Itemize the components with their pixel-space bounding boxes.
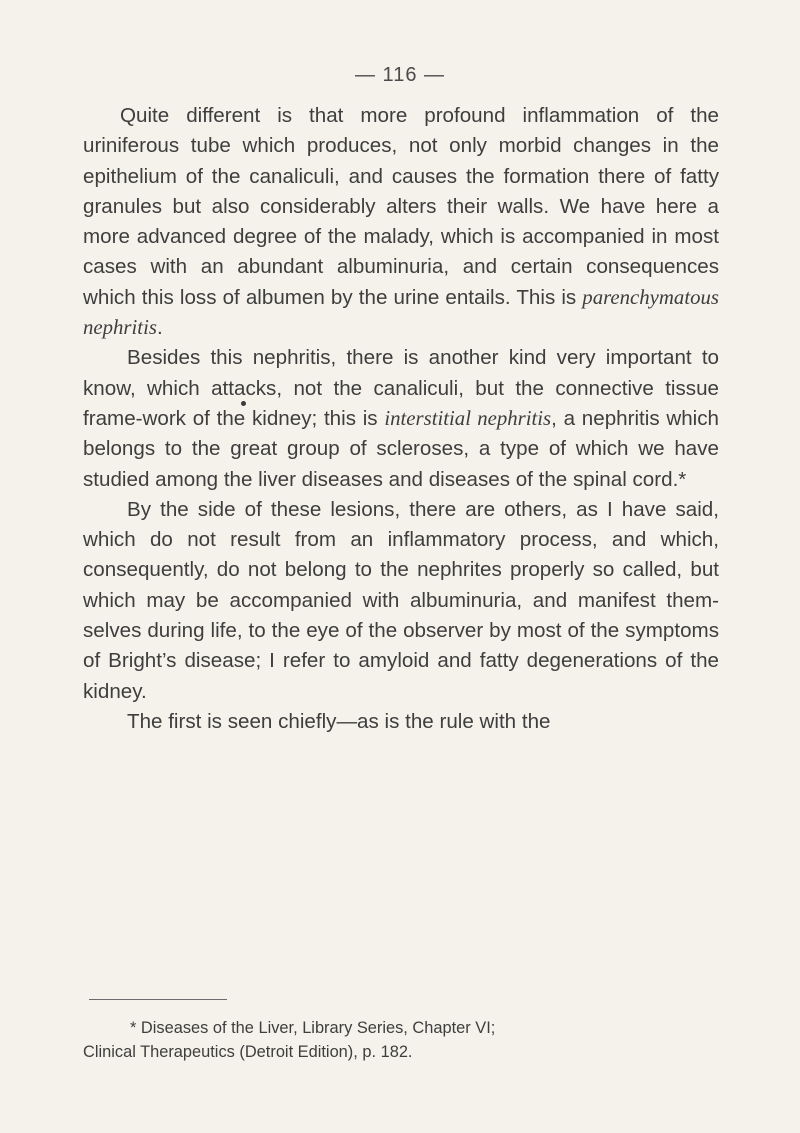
body-text [83,101,719,737]
paragraph-parenchymatous [83,101,719,343]
paragraph-interstitial [83,343,719,494]
ink-spot [241,401,246,406]
term-interstitial-nephritis: interstitial nephritis [384,406,552,430]
term-parenchymatous-nephritis: parenchymatous nephritis [83,285,719,340]
footnote-line: * Diseases of the Liver, Library Series, Chapter VI; [130,1019,496,1037]
footnote [83,1016,719,1064]
paragraph-degenerations: By the side of these lesions, there are others, as I have said, which do not result from an inflammatory process, and which, consequently, do not belong to the nephrites properly so called, but which may be accompanied with albuminuria, and manifest themselves during life, to the eye of the observer by most of the symptoms of Bright’s disease; I refer to amyloid and fatty degenerations of the kidney. [83,497,719,703]
paragraph-text-end: , a nephritis which belongs to the great group of scleroses, a type of which we have studied among the liver diseases and diseases of the spinal cord.* [83,406,720,491]
paragraph-continued: The first is seen chiefly—as is the rule with the [127,709,551,733]
footnote-line: Clinical Therapeutics (Detroit Edition), p. 182. [83,1043,413,1061]
footnote-rule [89,999,227,1000]
paragraph-text-end: . [156,316,163,340]
paragraph-text: Quite different is that more profound inflammation of the uriniferous tube which produces, not only morbid changes in the epithelium of the canaliculi, and causes the formation there of fatty granules but also considerably alters their walls. We have here a more advanced degree of the malady, which is accompanied in most cases with an abundant albuminuria, and certain consequences which this loss of albumen by the urine entails. This is [83,104,719,309]
page-number: — 116 — [355,64,445,86]
paragraph-text: Besides this nephritis, there is another kind very important to know, which attacks, not the canaliculi, but the connective tissue frame-work of the kidney; this is [83,346,719,430]
